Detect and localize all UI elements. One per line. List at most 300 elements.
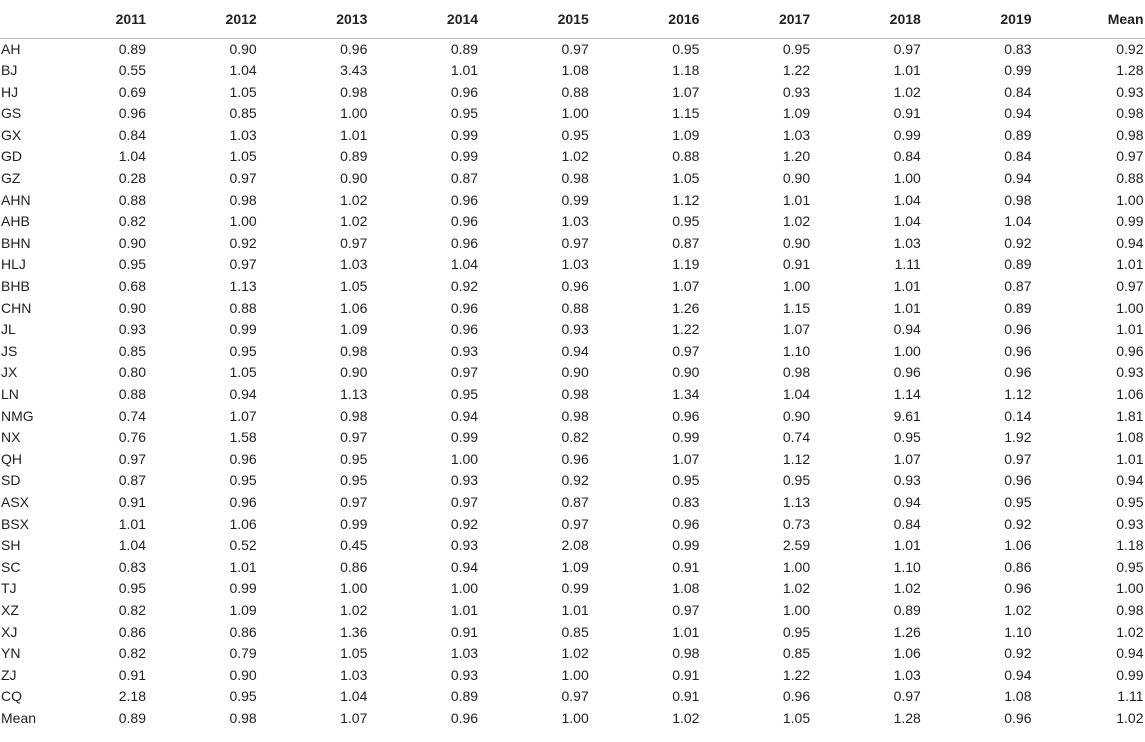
table-cell: 0.96 [450,213,479,230]
table-cell: 0.89 [1004,256,1032,273]
table-row [0,233,1145,255]
table-cell: 0.88 [229,299,257,316]
table-cell: 0.92 [450,278,479,295]
table-cell: 0.96 [1004,321,1032,338]
table-cell: 1.09 [782,105,811,122]
table-cell: 1.01 [1116,450,1144,467]
table-cell: 0.96 [1004,709,1032,726]
table-cell: 1.26 [893,623,921,640]
table-cell: 0.96 [1004,580,1032,597]
table-cell: 1.03 [561,213,589,230]
table-cell: 1.06 [340,299,368,316]
table-cell: 0.92 [561,472,589,489]
table-cell: 0.97 [450,364,479,381]
header-cell: 2019 [923,0,1034,38]
table-cell: 0.94 [1116,645,1144,662]
table-cell: 0.89 [1004,126,1032,143]
table-cell: 0.79 [229,645,257,662]
table-cell: 0.91 [672,558,700,575]
row-label: AHN [1,191,31,208]
table-cell: 1.19 [672,256,700,273]
table-cell: 0.97 [118,450,146,467]
table-cell: 1.00 [561,105,589,122]
table-cell: 0.94 [1004,666,1032,683]
table-cell: 0.99 [1116,666,1144,683]
table-cell: 1.07 [782,321,811,338]
table-cell: 0.90 [118,299,146,316]
table-row [0,427,1145,449]
table-cell: 1.00 [893,170,921,187]
table-row [0,298,1145,320]
table-cell: 0.95 [561,126,589,143]
table-row [0,578,1145,600]
table-header [0,0,1145,38]
table-cell: 0.99 [893,126,921,143]
table-cell: 0.96 [672,515,700,532]
table-cell: 0.88 [118,386,146,402]
table-cell: 0.93 [561,321,589,338]
table-row [0,362,1145,384]
table-cell: 1.01 [893,278,921,295]
table-cell: 0.96 [118,105,146,122]
table-cell: 0.99 [450,126,479,143]
table-cell: 0.99 [561,191,589,208]
row-label: AHB [1,213,30,230]
table-cell: 1.01 [893,62,921,79]
header-cell: 2013 [259,0,370,38]
table-cell: 0.90 [340,170,368,187]
table-cell: 1.09 [672,126,700,143]
table-row [0,38,1145,60]
table-cell: 0.83 [118,558,146,575]
table-cell: 1.13 [340,386,368,402]
table-cell: 9.61 [893,407,921,424]
table-cell: 0.83 [1004,40,1032,57]
table-cell: 1.15 [782,299,811,316]
table-row [0,319,1145,341]
table-cell: 0.98 [1116,105,1144,122]
table-cell: 0.95 [229,472,257,489]
table-cell: 0.88 [672,148,700,165]
table-cell: 1.34 [672,386,700,402]
table-cell: 0.94 [1004,170,1032,187]
table-cell: 1.00 [340,105,368,122]
table-row [0,254,1145,276]
row-label: XZ [1,601,19,618]
table-cell: 1.02 [672,709,700,726]
table-cell: 0.14 [1004,407,1032,424]
table-cell: 0.96 [561,450,589,467]
table-row [0,686,1145,708]
table-cell: 1.00 [782,601,811,618]
table-cell: 1.22 [782,62,811,79]
table-cell: 0.97 [561,515,589,532]
table-cell: 0.73 [782,515,811,532]
table-cell: 0.98 [340,342,368,359]
table-cell: 0.96 [1004,342,1032,359]
table-cell: 1.36 [340,623,368,640]
table-row [0,406,1145,428]
table-row [0,190,1145,212]
table-cell: 1.01 [893,537,921,554]
table-cell: 1.15 [672,105,700,122]
table-cell: 1.05 [229,364,257,381]
table-cell: 0.99 [229,321,257,338]
table-cell: 1.11 [894,256,921,273]
table-cell: 1.07 [229,407,257,424]
table-cell: 0.99 [450,148,479,165]
table-row [0,125,1145,147]
header-cell: 2017 [701,0,812,38]
table-cell: 0.95 [340,450,368,467]
row-label: SC [1,558,21,575]
row-label: GZ [1,170,21,187]
table-cell: 1.07 [893,450,921,467]
table-cell: 1.03 [450,645,479,662]
table-cell: 0.90 [782,170,811,187]
table-cell: 1.12 [1004,386,1032,402]
table-cell: 1.02 [1116,623,1144,640]
table-cell: 0.95 [450,105,479,122]
table-cell: 1.00 [1116,191,1144,208]
table-cell: 0.97 [561,40,589,57]
table-cell: 0.97 [672,342,700,359]
table-cell: 0.96 [229,450,257,467]
table-cell: 1.02 [340,191,368,208]
table-cell: 1.07 [672,450,700,467]
row-label: LN [1,386,19,402]
table-row [0,492,1145,514]
table-cell: 1.03 [782,126,811,143]
table-cell: 0.98 [229,709,257,726]
table-cell: 0.86 [340,558,368,575]
row-label: BJ [1,62,18,79]
table-cell: 1.04 [893,191,921,208]
header-cell: 2011 [40,0,148,38]
table-cell: 0.89 [118,709,146,726]
row-label: Mean [1,709,37,726]
table-cell: 0.99 [561,580,589,597]
table-cell: 0.95 [782,623,811,640]
table-cell: 1.02 [782,213,811,230]
table-cell: 0.97 [450,493,479,510]
table-cell: 1.07 [672,83,700,100]
table-cell: 1.00 [450,450,479,467]
table-cell: 2.18 [118,688,146,705]
table-cell: 0.96 [782,688,811,705]
table-cell: 2.59 [782,537,811,554]
row-label: ASX [1,493,30,510]
table-cell: 0.76 [118,429,146,446]
table-row [0,168,1145,190]
table-cell: 0.93 [450,537,479,554]
table-cell: 0.98 [1004,191,1032,208]
table-cell: 1.28 [1116,62,1144,79]
row-label: NX [1,429,21,446]
table-cell: 1.02 [561,148,589,165]
table-cell: 0.93 [1116,515,1144,532]
table-cell: 1.12 [672,191,700,208]
table-cell: 0.96 [672,407,700,424]
table-cell: 1.00 [782,278,811,295]
table-cell: 0.91 [118,666,146,683]
table-cell: 0.98 [340,83,368,100]
row-label: BHN [1,234,31,251]
table-cell: 0.96 [229,493,257,510]
header-row [0,0,1145,38]
table-cell: 0.93 [450,472,479,489]
table-cell: 0.98 [1116,601,1144,618]
table-cell: 1.02 [782,580,811,597]
row-label: BHB [1,278,30,295]
header-cell: 2016 [591,0,702,38]
table-cell: 0.91 [782,256,811,273]
table-cell: 1.01 [118,515,146,532]
table-row [0,708,1145,730]
table-cell: 0.89 [118,40,146,57]
table-cell: 0.98 [561,407,589,424]
table-cell: 1.01 [450,601,479,618]
table-cell: 0.94 [450,407,479,424]
table-cell: 1.01 [340,126,368,143]
table-cell: 0.84 [1004,148,1032,165]
table-cell: 0.95 [229,688,257,705]
row-label: SD [1,472,21,489]
table-cell: 1.01 [672,623,700,640]
table-cell: 0.52 [229,537,257,554]
table-row [0,665,1145,687]
table-cell: 0.84 [118,126,146,143]
table-cell: 0.95 [118,256,146,273]
table-cell: 0.95 [1116,493,1144,510]
row-label: GX [1,126,22,143]
header-cell: 2018 [812,0,923,38]
table-cell: 0.99 [1004,62,1032,79]
table-cell: 0.98 [1116,126,1144,143]
table-row [0,82,1145,104]
table-cell: 1.00 [561,666,589,683]
table-cell: 0.97 [1116,278,1144,295]
table-row [0,211,1145,233]
table-cell: 0.91 [672,666,700,683]
table-cell: 0.91 [672,688,700,705]
table-cell: 0.87 [1004,278,1032,295]
table-cell: 0.89 [450,688,479,705]
table-cell: 0.96 [450,709,479,726]
table-cell: 0.87 [561,493,589,510]
table-cell: 0.95 [1116,558,1144,575]
table-cell: 0.96 [561,278,589,295]
table-cell: 1.02 [893,83,921,100]
table-cell: 0.99 [1116,213,1144,230]
table-cell: 0.97 [893,688,921,705]
table-row [0,341,1145,363]
table-cell: 0.99 [672,429,700,446]
table-cell: 0.95 [893,429,921,446]
table-cell: 0.98 [782,364,811,381]
table-cell: 0.97 [340,234,368,251]
table-cell: 1.02 [340,213,368,230]
table-body [0,38,1145,730]
table-cell: 0.96 [450,191,479,208]
table-cell: 0.95 [450,386,479,402]
table-cell: 1.13 [229,278,257,295]
table-cell: 0.90 [229,666,257,683]
table-cell: 0.96 [450,83,479,100]
table-cell: 1.04 [229,62,257,79]
table-cell: 0.98 [672,645,700,662]
table-cell: 0.88 [118,191,146,208]
row-label: JX [1,364,18,381]
table-cell: 1.06 [229,515,257,532]
table-row [0,103,1145,125]
table-cell: 0.92 [450,515,479,532]
table-cell: 0.90 [782,234,811,251]
table-cell: 0.88 [561,83,589,100]
table-cell: 1.05 [672,170,700,187]
table-cell: 0.93 [450,342,479,359]
table-cell: 1.02 [1116,709,1144,726]
table-cell: 0.82 [118,213,146,230]
table-cell: 0.95 [229,342,257,359]
table-cell: 0.97 [561,688,589,705]
row-label: YN [1,645,21,662]
table-cell: 1.02 [340,601,368,618]
row-label: HJ [1,83,19,100]
table-cell: 1.04 [118,537,146,554]
table-cell: 0.89 [340,148,368,165]
table-cell: 0.99 [450,429,479,446]
table-cell: 0.93 [1116,364,1144,381]
row-label: AH [1,40,21,57]
table-cell: 1.00 [782,558,811,575]
table-cell: 0.85 [118,342,146,359]
row-label: HLJ [1,256,26,273]
table-cell: 0.95 [672,213,700,230]
table-cell: 1.00 [1116,580,1144,597]
table-cell: 0.90 [672,364,700,381]
table-cell: 1.01 [893,299,921,316]
header-cell: 2012 [148,0,259,38]
table-cell: 1.92 [1004,429,1032,446]
table-cell: 1.01 [561,601,589,618]
row-label: BSX [1,515,30,532]
table-cell: 1.04 [782,386,811,402]
table-cell: 1.02 [893,580,921,597]
table-cell: 0.95 [1004,493,1032,510]
table-cell: 1.05 [229,148,257,165]
table-cell: 1.00 [450,580,479,597]
table-cell: 0.93 [1116,83,1144,100]
table-cell: 1.07 [340,709,368,726]
row-label: JS [1,342,18,359]
table-cell: 1.04 [450,256,479,273]
row-label: NMG [1,407,34,424]
table-cell: 0.95 [340,472,368,489]
table-cell: 0.82 [118,645,146,662]
table-cell: 1.08 [561,62,589,79]
table-cell: 0.87 [118,472,146,489]
row-label: CHN [1,299,32,316]
table-cell: 0.97 [1004,450,1032,467]
table-cell: 0.97 [340,429,368,446]
table-cell: 1.00 [893,342,921,359]
table-cell: 1.05 [340,645,368,662]
table-cell: 0.94 [1004,105,1032,122]
table-cell: 1.01 [229,558,257,575]
table-cell: 0.99 [340,515,368,532]
table-cell: 1.01 [782,191,811,208]
table-cell: 0.83 [672,493,700,510]
table-cell: 0.87 [672,234,700,251]
table-cell: 0.88 [561,299,589,316]
table-cell: 0.93 [450,666,479,683]
table-cell: 0.97 [561,234,589,251]
table-cell: 1.09 [229,601,257,618]
table-cell: 0.91 [893,105,921,122]
table-cell: 0.84 [1004,83,1032,100]
table-cell: 0.74 [118,407,146,424]
table-cell: 0.91 [118,493,146,510]
table-cell: 0.95 [672,40,700,57]
table-cell: 0.90 [340,364,368,381]
table-row [0,276,1145,298]
table-cell: 1.00 [1116,299,1144,316]
table-cell: 1.04 [1004,213,1032,230]
table-cell: 0.94 [1116,234,1144,251]
table-cell: 1.05 [782,709,811,726]
table-cell: 1.08 [672,580,700,597]
table-cell: 1.18 [1116,537,1144,554]
table-cell: 0.94 [893,321,921,338]
table-cell: 0.84 [893,515,921,532]
table-cell: 0.85 [229,105,257,122]
table-cell: 0.97 [229,256,257,273]
table-cell: 0.69 [118,83,146,100]
row-label: XJ [1,623,18,640]
table-cell: 0.85 [561,623,589,640]
table-cell: 0.86 [1004,558,1032,575]
table-cell: 1.00 [340,580,368,597]
table-cell: 1.04 [118,148,146,165]
table-cell: 1.09 [340,321,368,338]
row-label: CQ [1,688,22,705]
table-cell: 0.93 [782,83,811,100]
table-cell: 1.00 [561,709,589,726]
table-row [0,643,1145,665]
table-cell: 2.08 [561,537,589,554]
table-cell: 1.10 [782,342,811,359]
table-cell: 1.03 [340,256,368,273]
table-cell: 1.22 [672,321,700,338]
table-cell: 3.43 [340,62,368,79]
table-cell: 1.26 [672,299,700,316]
header-cell: 2014 [369,0,480,38]
table-cell: 0.89 [893,601,921,618]
table-cell: 0.94 [450,558,479,575]
row-label: JL [1,321,16,338]
table-cell: 1.13 [782,493,811,510]
table-cell: 0.91 [450,623,479,640]
table-cell: 0.96 [450,234,479,251]
table-cell: 1.03 [561,256,589,273]
table-cell: 0.93 [118,321,146,338]
table-cell: 0.90 [118,234,146,251]
table-cell: 1.08 [1004,688,1032,705]
table-cell: 0.55 [118,62,146,79]
table-cell: 0.98 [561,170,589,187]
table-cell: 0.97 [1116,148,1144,165]
